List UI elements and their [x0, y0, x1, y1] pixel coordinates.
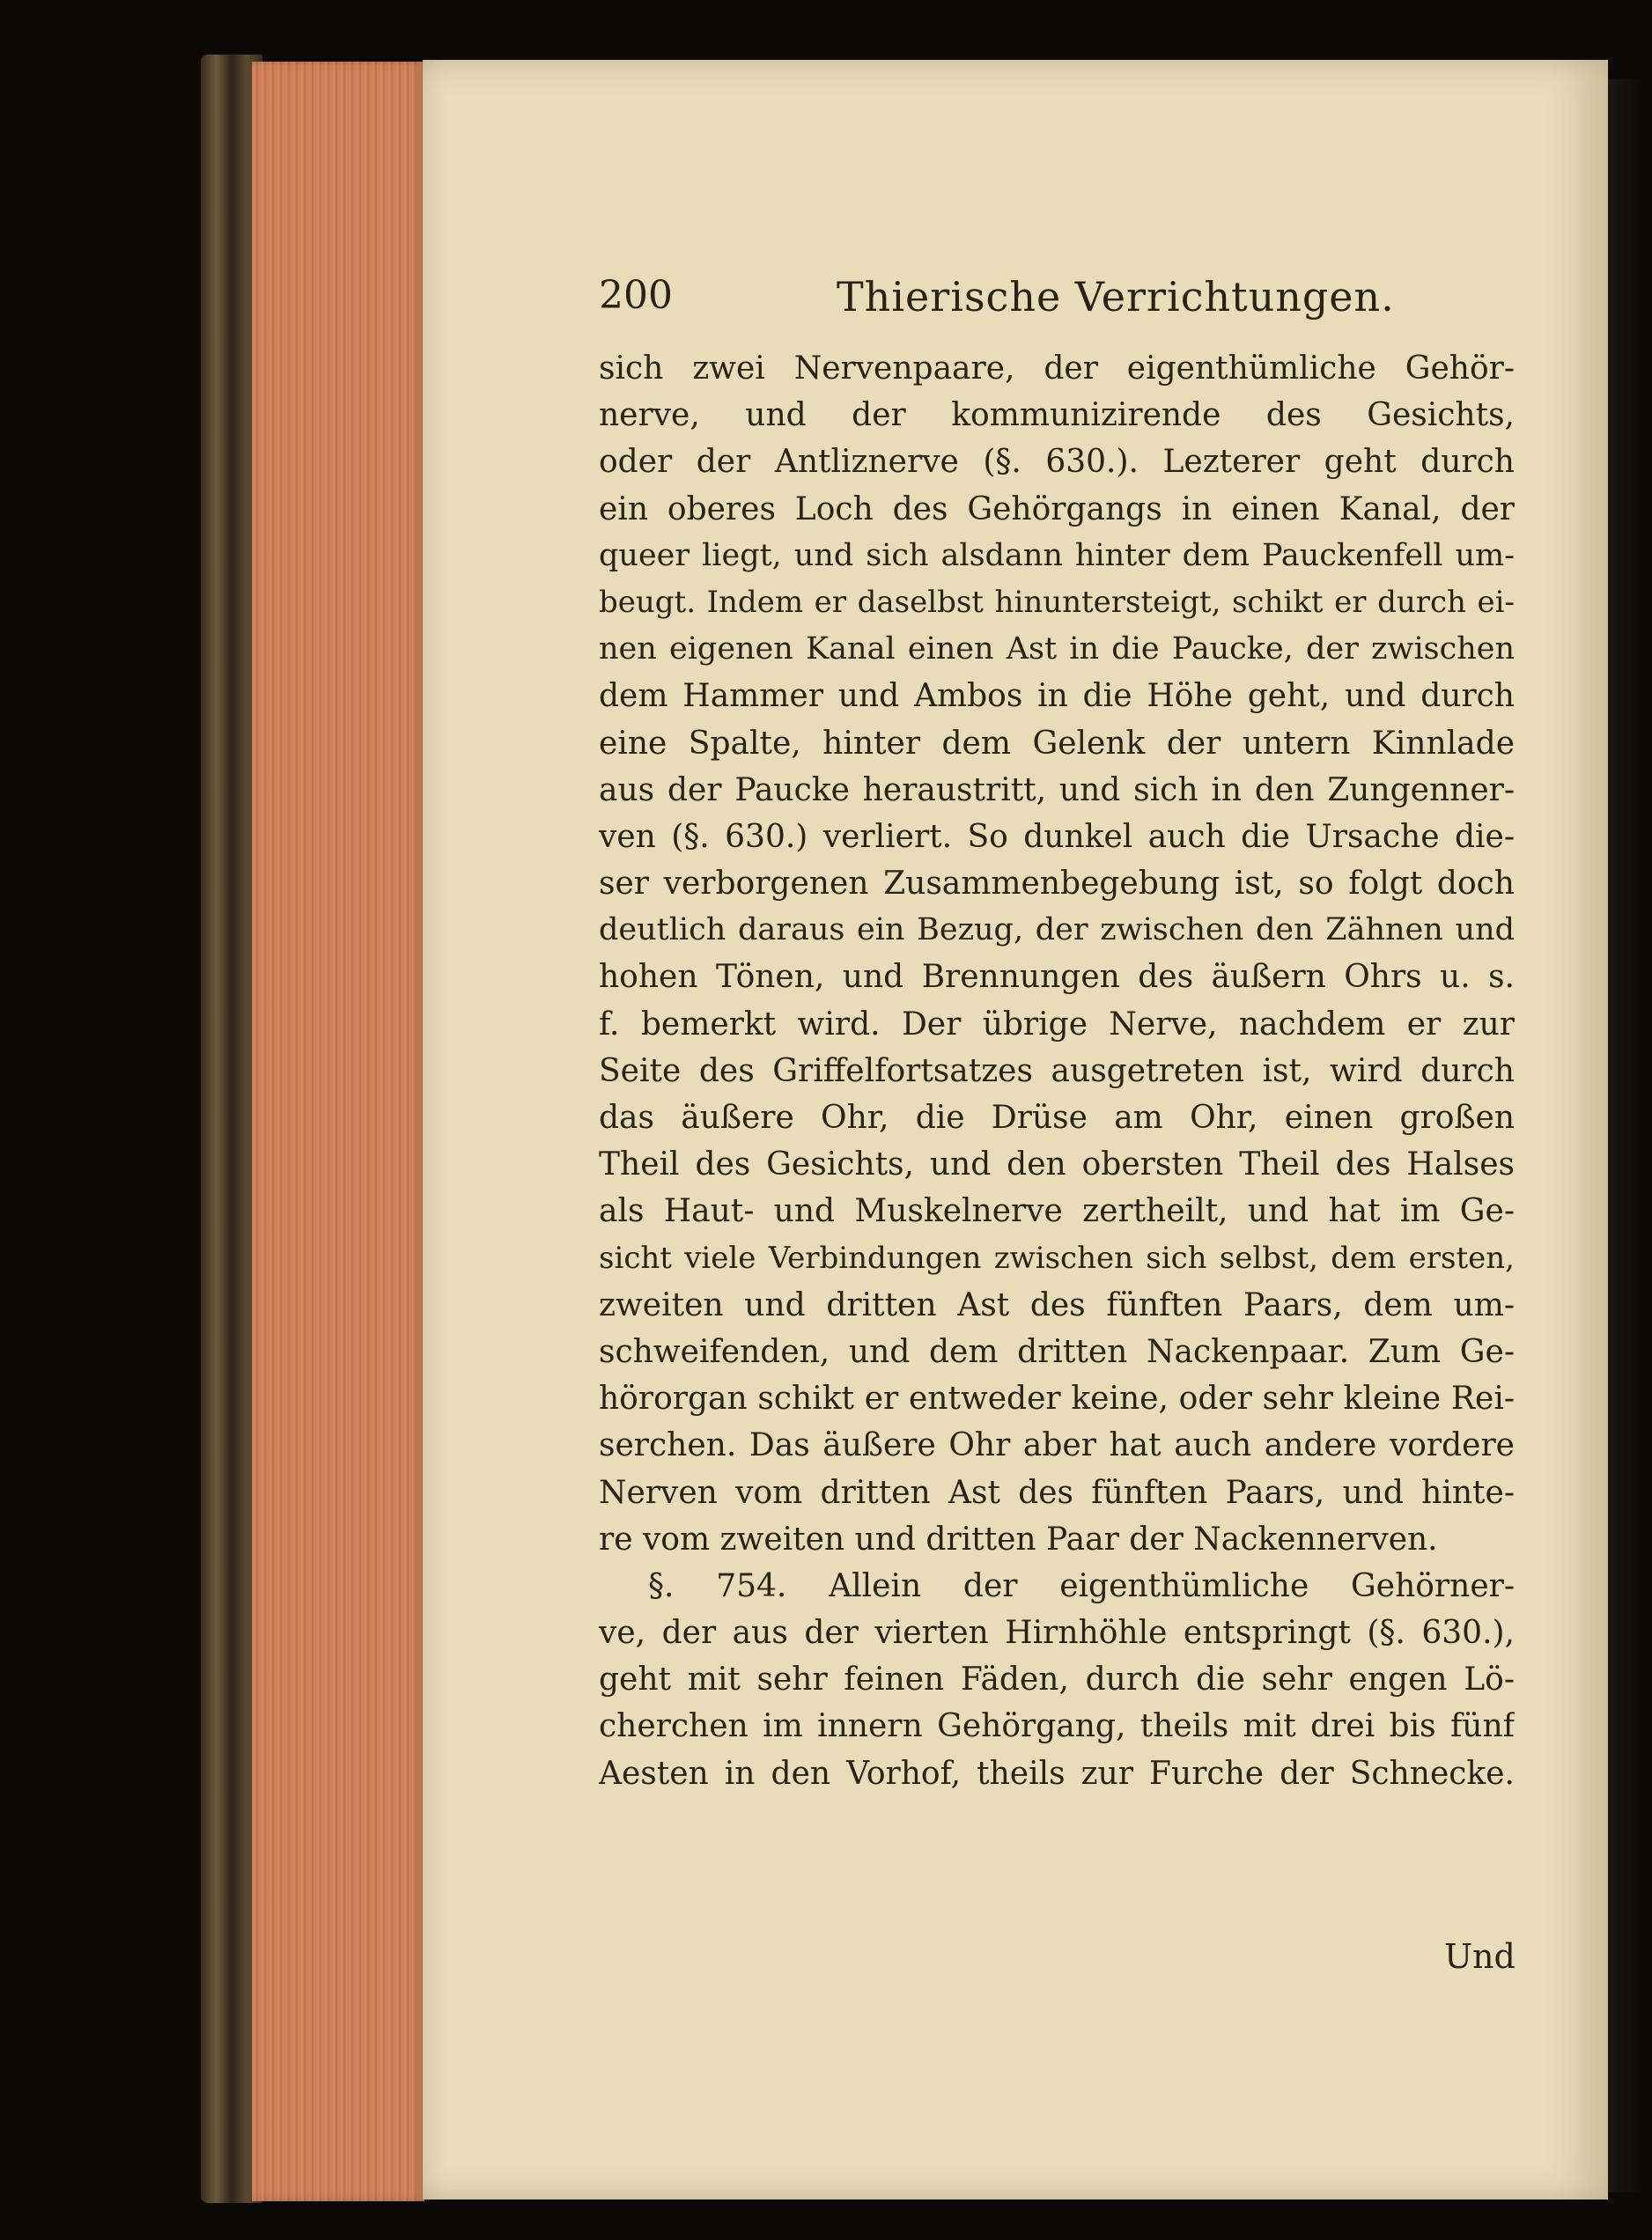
text-line: dem Hammer und Ambos in die Höhe geht, und durch: [599, 678, 1515, 715]
page-block-edge: [252, 62, 424, 2201]
text-line: sicht viele Verbindungen zwischen sich selbst, dem ersten,: [599, 1240, 1515, 1276]
text-line: f. bemerkt wird. Der übrige Nerve, nachdem er zur: [599, 1006, 1515, 1043]
text-line: nerve, und der kommunizirende des Gesichts,: [599, 397, 1515, 434]
text-line: Theil des Gesichts, und den obersten Theil des Halses: [599, 1146, 1515, 1183]
text-line: als Haut- und Muskelnerve zertheilt, und hat im Ge-: [599, 1193, 1515, 1230]
running-head: Thierische Verrichtungen.: [837, 273, 1395, 321]
text-line: re vom zweiten und dritten Paar der Nackennerven.: [599, 1521, 1438, 1558]
text-line: geht mit sehr feinen Fäden, durch die sehr engen Lö-: [599, 1662, 1515, 1698]
text-line: schweifenden, und dem dritten Nackenpaar. Zum Ge-: [599, 1333, 1515, 1370]
text-line: queer liegt, und sich alsdann hinter dem Pauckenfell um-: [599, 537, 1515, 573]
text-line: ser verborgenen Zusammenbegebung ist, so folgt doch: [599, 866, 1515, 903]
text-line: Seite des Griffelfortsatzes ausgetreten ist, wird durch: [599, 1052, 1515, 1089]
text-line: ve, der aus der vierten Hirnhöhle entspringt (§. 630.),: [599, 1615, 1515, 1652]
text-line: Nerven vom dritten Ast des fünften Paars, und hinte-: [599, 1474, 1515, 1511]
text-line: aus der Paucke heraustritt, und sich in den Zungenner-: [599, 771, 1515, 808]
text-line: beugt. Indem er daselbst hinuntersteigt, schikt er durch ei-: [599, 584, 1515, 620]
text-line: hörorgan schikt er entweder keine, oder sehr kleine Rei-: [599, 1381, 1515, 1418]
text-line: ein oberes Loch des Gehörgangs in einen Kanal, der: [599, 490, 1515, 527]
body-text: [599, 345, 1515, 1797]
text-line: eine Spalte, hinter dem Gelenk der untern Kinnlade: [599, 725, 1515, 762]
page-number: 200: [599, 273, 673, 318]
text-line: deutlich daraus ein Bezug, der zwischen den Zähnen und: [599, 912, 1515, 948]
text-line: serchen. Das äußere Ohr aber hat auch andere vordere: [599, 1427, 1515, 1464]
text-line: hohen Tönen, und Brennungen des äußern Ohrs u. s.: [599, 959, 1515, 996]
text-line: oder der Antliznerve (§. 630.). Lezterer geht durch: [599, 444, 1515, 481]
page-header: [599, 273, 1523, 335]
section-start-line: §. 754. Allein der eigenthümliche Gehörner-: [648, 1567, 1515, 1604]
text-line: cherchen im innern Gehörgang, theils mit drei bis fünf: [599, 1708, 1515, 1745]
text-line: das äußere Ohr, die Drüse am Ohr, einen großen: [599, 1100, 1515, 1136]
text-line: Aesten in den Vorhof, theils zur Furche der Schnecke.: [599, 1755, 1515, 1792]
gutter-shadow: [1608, 79, 1643, 2192]
text-line: ven (§. 630.) verliert. So dunkel auch die Ursache die-: [599, 818, 1515, 855]
catchword: Und: [1444, 1937, 1516, 1976]
text-line: zweiten und dritten Ast des fünften Paars, dem um-: [599, 1286, 1515, 1323]
text-line: nen eigenen Kanal einen Ast in die Paucke, der zwischen: [599, 631, 1515, 667]
text-line: sich zwei Nervenpaare, der eigenthümliche Gehör-: [599, 350, 1515, 387]
